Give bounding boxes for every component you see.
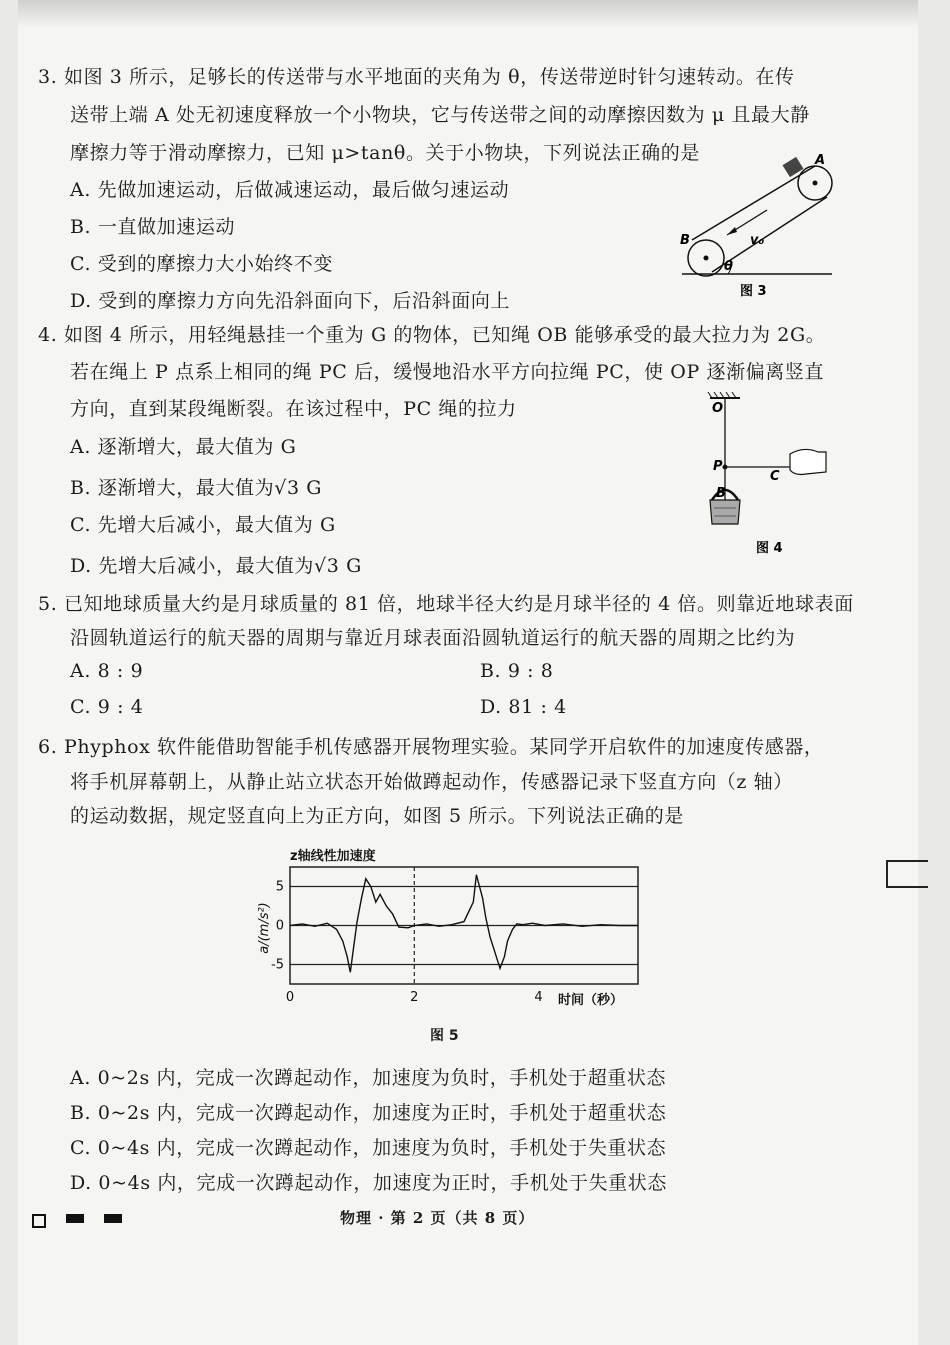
q4-line-3: 方向，直到某段绳断裂。在该过程中，PC 绳的拉力 [70,398,517,420]
q4-option-c: C. 先增大后减小，最大值为 G [70,514,336,536]
q5-option-b: B. 9 : 8 [480,660,554,682]
footer-mark-2 [66,1214,84,1223]
q6-option-c: C. 0~4s 内，完成一次蹲起动作，加速度为负时，手机处于失重状态 [70,1137,667,1159]
q4-line-2: 若在绳上 P 点系上相同的绳 PC 后，缓慢地沿水平方向拉绳 PC，使 OP 逐渐偏离竖直 [70,361,825,383]
q3-option-a: A. 先做加速运动，后做减速运动，最后做匀速运动 [70,179,510,201]
scan-top-shadow [18,0,918,28]
page-footer: 物理 · 第 2 页（共 8 页） [340,1209,535,1227]
q4-option-b: B. 逐渐增大，最大值为√3 G [70,477,323,499]
q6-line-2: 将手机屏幕朝上，从静止站立状态开始做蹲起动作，传感器记录下竖直方向（z 轴） [70,771,793,793]
q6-option-a: A. 0~2s 内，完成一次蹲起动作，加速度为负时，手机处于超重状态 [70,1067,667,1089]
q3-option-b: B. 一直做加速运动 [70,216,236,238]
chart-xtick-1: 2 [410,990,419,1005]
fig3-label-v: v₀ [750,233,765,248]
chart-xlabel: 时间（秒） [558,993,624,1008]
q6-line-1: 6. Phyphox 软件能借助智能手机传感器开展物理实验。某同学开启软件的加速度传感器， [38,736,824,758]
q6-option-d: D. 0~4s 内，完成一次蹲起动作，加速度为正时，手机处于失重状态 [70,1172,667,1194]
fig4-label-o: O [712,401,724,416]
chart-title: z轴线性加速度 [290,849,376,864]
q5-option-c: C. 9 : 4 [70,696,144,718]
q5-option-d: D. 81 : 4 [480,696,567,718]
fig4-label-p: P [713,459,723,474]
footer-mark-1 [32,1214,46,1228]
q5-option-a: A. 8 : 9 [70,660,144,682]
q3-line-3: 摩擦力等于滑动摩擦力，已知 μ>tanθ。关于小物块，下列说法正确的是 [70,142,700,164]
footer-mark-3 [104,1214,122,1223]
chart-xtick-0: 0 [285,990,295,1005]
margin-box-mark [886,860,928,888]
q6-line-3: 的运动数据，规定竖直向上为正方向，如图 5 所示。下列说法正确的是 [70,805,684,827]
figure-4-hanging-weight [700,392,835,562]
fig3-label-theta: θ [724,259,733,274]
q5-line-2: 沿圆轨道运行的航天器的周期与靠近月球表面沿圆轨道运行的航天器的周期之比约为 [70,627,796,649]
q6-option-b: B. 0~2s 内，完成一次蹲起动作，加速度为正时，手机处于超重状态 [70,1102,667,1124]
chart-ytick-1: 0 [275,918,284,934]
q4-option-d: D. 先增大后减小，最大值为√3 G [70,555,362,577]
figure-3-conveyor [672,150,842,300]
fig4-label-c: C [770,469,780,484]
q4-line-1: 4. 如图 4 所示，用轻绳悬挂一个重为 G 的物体，已知绳 OB 能够承受的最大拉力为 2G。 [38,324,826,346]
figure-5-acceleration-chart [248,842,648,1017]
q3-option-c: C. 受到的摩擦力大小始终不变 [70,253,333,275]
chart-ylabel: a/(m/s²) [257,902,272,954]
fig5-caption: 图 5 [430,1028,459,1044]
fig3-caption: 图 3 [740,284,767,299]
fig4-caption: 图 4 [756,541,783,556]
chart-xtick-2: 4 [534,990,543,1005]
q3-line-1: 3. 如图 3 所示，足够长的传送带与水平地面的夹角为 θ，传送带逆时针匀速转动。在传 [38,66,795,88]
fig3-label-a: A [815,153,826,168]
q4-option-a: A. 逐渐增大，最大值为 G [70,436,297,458]
chart-ytick-2: -5 [271,957,284,973]
q5-line-1: 5. 已知地球质量大约是月球质量的 81 倍，地球半径大约是月球半径的 4 倍。则靠近地球表面 [38,593,854,615]
chart-ytick-0: 5 [275,879,284,895]
fig3-label-b: B [680,233,690,248]
q3-option-d: D. 受到的摩擦力方向先沿斜面向下，后沿斜面向上 [70,290,511,312]
fig4-label-b: B [716,486,726,501]
q3-line-2: 送带上端 A 处无初速度释放一个小物块，它与传送带之间的动摩擦因数为 μ 且最大静 [70,104,810,126]
